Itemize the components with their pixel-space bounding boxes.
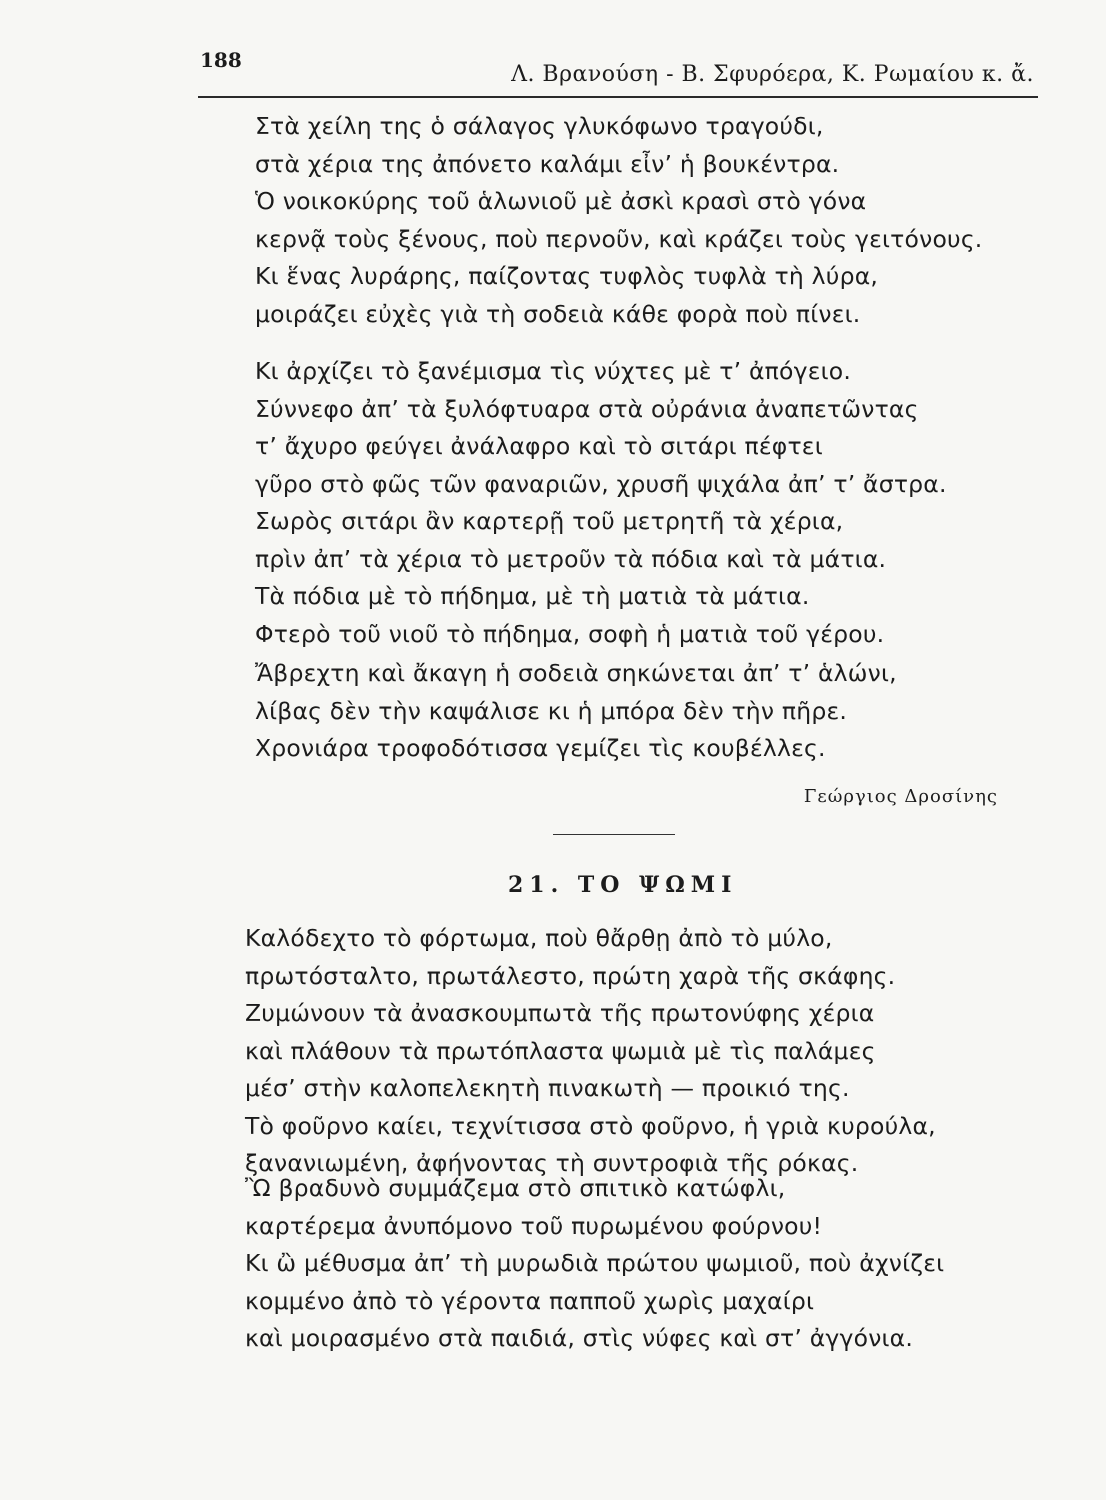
poem-line: Φτερὸ τοῦ νιοῦ τὸ πήδημα, σοφὴ ἡ ματιὰ τοῦ γέρου. bbox=[255, 619, 885, 648]
poem-line: Στὰ χείλη της ὁ σάλαγος γλυκόφωνο τραγούδι, bbox=[255, 112, 824, 140]
poem-line: Κι ἀρχίζει τὸ ξανέμισμα τὶς νύχτες μὲ τ’ ἀπόγειο. bbox=[255, 357, 852, 385]
poem2-stanza-2 bbox=[245, 1170, 944, 1358]
poem-line: τ’ ἄχυρο φεύγει ἀνάλαφρο καὶ τὸ σιτάρι πέφτει bbox=[255, 432, 823, 460]
poem-line: Σωρὸς σιτάρι ἂν καρτερῇ τοῦ μετρητῆ τὰ χέρια, bbox=[255, 507, 844, 535]
poem-author: Γεώργιος Δροσίνης bbox=[803, 786, 998, 807]
header-rule bbox=[198, 96, 1038, 98]
poem1-stanza-1 bbox=[255, 108, 982, 333]
poem-line: κερνᾷ τοὺς ξένους, ποὺ περνοῦν, καὶ κράζει τοὺς γειτόνους. bbox=[255, 224, 983, 253]
page-number: 188 bbox=[200, 48, 242, 72]
poem-line: Τὰ πόδια μὲ τὸ πήδημα, μὲ τὴ ματιὰ τὰ μάτια. bbox=[255, 582, 810, 610]
poem2-stanza-1 bbox=[245, 920, 936, 1183]
poem-line: στὰ χέρια της ἀπόνετο καλάμι εἶν’ ἡ βουκέντρα. bbox=[255, 149, 840, 178]
poem-title: 21. ΤΟ ΨΩΜΙ bbox=[508, 872, 738, 898]
poem-line: Ὁ νοικοκύρης τοῦ ἁλωνιοῦ μὲ ἀσκὶ κρασὶ στὸ γόνα bbox=[255, 187, 867, 215]
poem-line: Κι ὢ μέθυσμα ἀπ’ τὴ μυρωδιὰ πρώτου ψωμιοῦ, ποὺ ἀχνίζει bbox=[245, 1249, 945, 1277]
poem-line: Τὸ φοῦρνο καίει, τεχνίτισσα στὸ φοῦρνο, ἡ γριὰ κυρούλα, bbox=[245, 1111, 936, 1140]
poem-line: μέσ’ στὴν καλοπελεκητὴ πινακωτὴ — προικιό της. bbox=[245, 1074, 850, 1102]
poem-line: μοιράζει εὐχὲς γιὰ τὴ σοδειὰ κάθε φορὰ ποὺ πίνει. bbox=[255, 299, 861, 328]
poem-line: καὶ πλάθουν τὰ πρωτόπλαστα ψωμιὰ μὲ τὶς παλάμες bbox=[245, 1036, 876, 1065]
poem-line: Ὢ βραδυνὸ συμμάζεμα στὸ σπιτικὸ κατώφλι, bbox=[245, 1174, 786, 1202]
poem1-stanza-3 bbox=[255, 655, 897, 768]
section-separator bbox=[553, 834, 675, 835]
poem-line: λίβας δὲν τὴν καψάλισε κι ἡ μπόρα δὲν τὴν πῆρε. bbox=[255, 696, 848, 725]
poem-line: Χρονιάρα τροφοδότισσα γεμίζει τὶς κουβέλλες. bbox=[255, 734, 826, 762]
poem-line: καρτέρεμα ἀνυπόμονο τοῦ πυρωμένου φούρνου! bbox=[245, 1211, 823, 1240]
poem-line: Ζυμώνουν τὰ ἀνασκουμπωτὰ τῆς πρωτονύφης χέρια bbox=[245, 999, 875, 1027]
running-head: Λ. Βρανούση - Β. Σφυρόερα, Κ. Ρωμαίου κ. ἄ. bbox=[511, 62, 1034, 87]
poem-line: κομμένο ἀπὸ τὸ γέροντα παπποῦ χωρὶς μαχαίρι bbox=[245, 1286, 815, 1315]
poem-line: Κι ἕνας λυράρης, παίζοντας τυφλὸς τυφλὰ τὴ λύρα, bbox=[255, 262, 879, 290]
poem-line: Σύννεφο ἀπ’ τὰ ξυλόφτυαρα στὰ οὐράνια ἀναπετῶντας bbox=[255, 394, 919, 423]
poem1-stanza-2 bbox=[255, 353, 947, 653]
poem-line: ξανανιωμένη, ἀφήνοντας τὴ συντροφιὰ τῆς ρόκας. bbox=[245, 1149, 859, 1177]
poem-line: πρὶν ἀπ’ τὰ χέρια τὸ μετροῦν τὰ πόδια καὶ τὰ μάτια. bbox=[255, 544, 887, 573]
poem-line: γῦρο στὸ φῶς τῶν φαναριῶν, χρυσῆ ψιχάλα ἀπ’ τ’ ἄστρα. bbox=[255, 469, 947, 498]
poem-line: καὶ μοιρασμένο στὰ παιδιά, στὶς νύφες καὶ στ’ ἀγγόνια. bbox=[245, 1324, 914, 1352]
poem-line: πρωτόσταλτο, πρωτάλεστο, πρώτη χαρὰ τῆς σκάφης. bbox=[245, 961, 896, 990]
poem-line: Ἄβρεχτη καὶ ἄκαγη ἡ σοδειὰ σηκώνεται ἀπ’ τ’ ἁλώνι, bbox=[255, 659, 897, 687]
poem-line: Καλόδεχτο τὸ φόρτωμα, ποὺ θἄρθῃ ἀπὸ τὸ μύλο, bbox=[245, 924, 833, 952]
